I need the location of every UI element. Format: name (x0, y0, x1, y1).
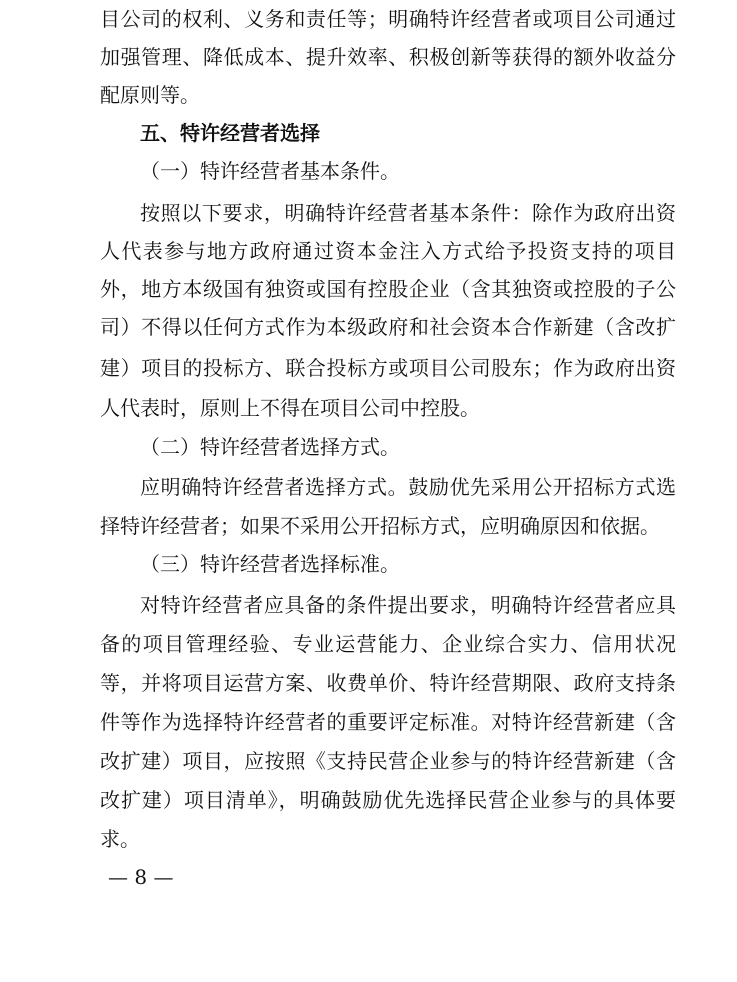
paragraph-line: 目公司的权利、义务和责任等；明确特许经营者或项目公司通过 (100, 7, 676, 31)
paragraph-line: 件等作为选择特许经营者的重要评定标准。对特许经营新建（含 (100, 710, 676, 734)
section-heading: 五、特许经营者选择 (140, 121, 320, 145)
paragraph-line: 加强管理、降低成本、提升效率、积极创新等获得的额外收益分 (100, 45, 676, 69)
paragraph-line: 人代表参与地方政府通过资本金注入方式给予投资支持的项目 (100, 239, 676, 263)
paragraph-line: 外，地方本级国有独资或国有控股企业（含其独资或控股的子公 (100, 277, 676, 301)
paragraph-line: 改扩建）项目，应按照《支持民营企业参与的特许经营新建（含 (100, 749, 676, 773)
subsection-heading: （三）特许经营者选择标准。 (140, 552, 400, 576)
paragraph-line: 建）项目的投标方、联合投标方或项目公司股东；作为政府出资 (100, 356, 676, 380)
paragraph-line: 人代表时，原则上不得在项目公司中控股。 (100, 396, 480, 420)
paragraph-line: 对特许经营者应具备的条件提出要求，明确特许经营者应具 (140, 593, 676, 617)
subsection-heading: （一）特许经营者基本条件。 (140, 159, 400, 183)
paragraph-line: 配原则等。 (100, 83, 200, 107)
paragraph-line: 等，并将项目运营方案、收费单价、特许经营期限、政府支持条 (100, 671, 676, 695)
page-number: — 8 — (108, 865, 174, 889)
paragraph-line: 择特许经营者；如果不采用公开招标方式，应明确原因和依据。 (100, 514, 660, 538)
paragraph-line: 备的项目管理经验、专业运营能力、企业综合实力、信用状况 (100, 632, 676, 656)
paragraph-line: 求。 (100, 827, 140, 851)
paragraph-line: 司）不得以任何方式作为本级政府和社会资本合作新建（含改扩 (100, 315, 676, 339)
subsection-heading: （二）特许经营者选择方式。 (140, 435, 400, 459)
paragraph-line: 改扩建）项目清单》，明确鼓励优先选择民营企业参与的具体要 (100, 788, 676, 812)
paragraph-line: 应明确特许经营者选择方式。鼓励优先采用公开招标方式选 (140, 475, 676, 499)
paragraph-line: 按照以下要求，明确特许经营者基本条件：除作为政府出资 (140, 201, 676, 225)
